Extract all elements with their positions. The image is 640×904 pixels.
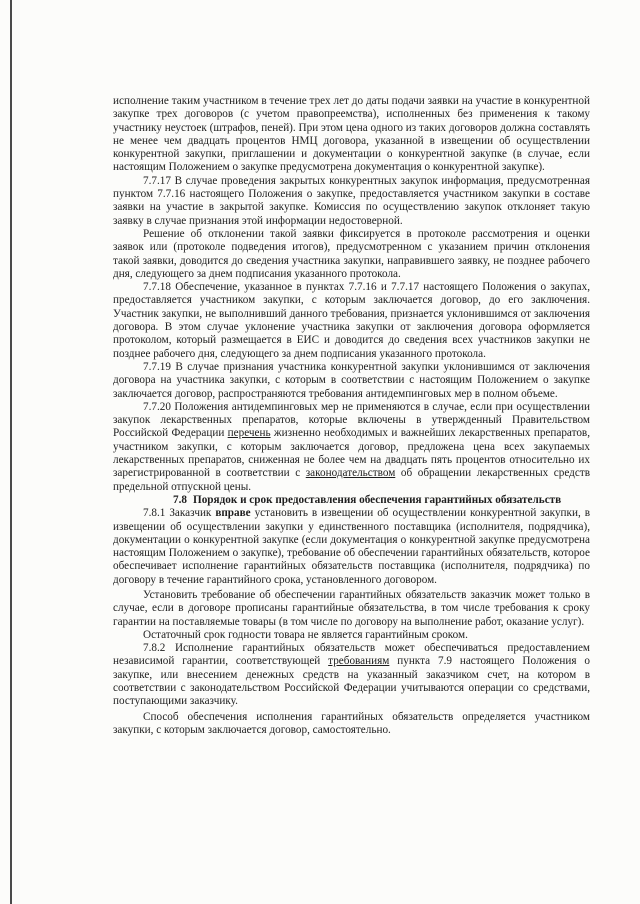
paragraph-7-8-2 <box>113 642 590 708</box>
paragraph-7-7-17: 7.7.17 В случае проведения закрытых конкурентных закупок информация, предусмотренная пунктом 7.7.16 настоящего Положения о закупке, предоставляется участником закупки в составе заявки на участие в закрытой закупке. Комиссия по осуществлению закупок отклоняет такую заявку в случае признания этой информации недостоверной. <box>113 174 590 227</box>
paragraph-continuation: исполнение таким участником в течение трех лет до даты подачи заявки на участие в конкурентной закупке трех договоров (с учетом правопреемства), исполненных без применения к такому участнику неустоек (штрафов, пеней). При этом цена одного из таких договоров должна составлять не менее чем двадцать процентов НМЦ договора, указанной в извещении об осуществлении конкурентной закупки, приглашении и документации о конкурентной закупке (в случае, если настоящим Положением о закупке предусмотрена документация о конкурентной закупке). <box>113 95 590 174</box>
paragraph-7-8-1-text-a: 7.8.1 Заказчик <box>143 507 216 520</box>
section-heading-7-8 <box>113 494 590 507</box>
paragraph-7-7-20-text-c: об обращении лекарственных средств предельной отпускной цены. <box>113 467 590 493</box>
paragraph-7-7-20-text-b: жизненно необходимых и важнейших лекарственных препаратов, участником закупки, с которым заключается договор, предложена цена всех закупаемых лекарственных препаратов, сниженная не более чем на двадцать пять процентов относительно их зарегистрированной в соответствии с <box>113 427 591 480</box>
paragraph-7-8-2-text-a: 7.8.2 Исполнение гарантийных обязательств может обеспечиваться предоставлением независимой гарантии, соответствующей <box>113 642 590 668</box>
emphasis-vprave: вправе <box>215 507 251 520</box>
paragraph-7-7-19: 7.7.19 В случае признания участника конкурентной закупки уклонившимся от заключения договора на участника закупки, с которым в соответствии с настоящим Положением о закупке заключается договор, распространяются требования антидемпинговых мер в полном объеме. <box>113 360 590 400</box>
paragraph-7-7-20-text-a: 7.7.20 Положения антидемпинговых мер не применяются в случае, если при осуществлении закупок лекарственных препаратов, которые включены в утвержденный Правительством Российской Федерации <box>113 400 590 440</box>
section-title: Порядок и срок предоставления обеспечения гарантийных обязательств <box>193 493 562 506</box>
paragraph-7-8-1-text-b: установить в извещении об осуществлении конкурентной закупки, в извещении об осуществлении закупки у единственного поставщика (исполнителя, подрядчика), документации о конкурентной закупке (если документация о конкурентной закупке предусмотрена настоящим Положением о закупке), требование об обеспечении гарантийных обязательств, которое обеспечивает исполнение гарантийных обязательств поставщика (исполнителя, подрядчика) по договору в течение гарантийного срока, установленного договором. <box>113 507 590 586</box>
link-zakonodatelstvom[interactable]: законодательством <box>305 467 396 480</box>
paragraph-7-8-1 <box>113 507 590 587</box>
paragraph-7-7-18: 7.7.18 Обеспечение, указанное в пунктах 7.7.16 и 7.7.17 настоящего Положения о закупах, предоставляется участником закупки, с которым заключается договор, до его заключения. Участник закупки, не выполнивший данного требования, признается уклонившимся от заключения договора. В этом случае уклонение участника закупки от заключения договора оформляется протоколом, который размещается в ЕИС и доводится до сведения всех участников закупки не позднее рабочего дня, следующего за днем подписания указанного протокола. <box>113 281 590 360</box>
paragraph-7-7-20 <box>113 401 590 494</box>
paragraph-security-method: Способ обеспечения исполнения гарантийных обязательств определяется участником закупки, с которым заключается договор, самостоятельно. <box>113 710 590 736</box>
page-edge-line <box>10 0 12 904</box>
section-number: 7.8 <box>173 493 187 506</box>
paragraph-shelf-life: Остаточный срок годности товара не является гарантийным сроком. <box>143 628 468 641</box>
paragraph-rejection-decision: Решение об отклонении такой заявки фиксируется в протоколе рассмотрения и оценки заявок или (протоколе подведения итогов), предусмотренном с указанием причин отклонения такой заявки, доводится до сведения участника закупки, направившего заявку, не позднее рабочего дня, следующего за днем подписания указанного протокола. <box>113 227 590 280</box>
document-page <box>113 95 590 737</box>
paragraph-warranty-requirement: Установить требование об обеспечении гарантийных обязательств заказчик может только в случае, если в договоре прописаны гарантийные обязательства, в том числе требования к сроку гарантии на поставляемые товары (в том числе по договору на выполнение работ, оказание услуг). <box>113 588 590 628</box>
paragraph-7-8-2-text-b: пункта 7.9 настоящего Положения о закупке, или внесением денежных средств на указанный заказчиком счет, на котором в соответствии с законодательством Российской Федерации учитываются операции со средствами, поступающими заказчику. <box>113 655 590 708</box>
link-trebovaniyam[interactable]: требованиям <box>328 655 390 668</box>
link-perechen[interactable]: перечень <box>227 427 271 440</box>
